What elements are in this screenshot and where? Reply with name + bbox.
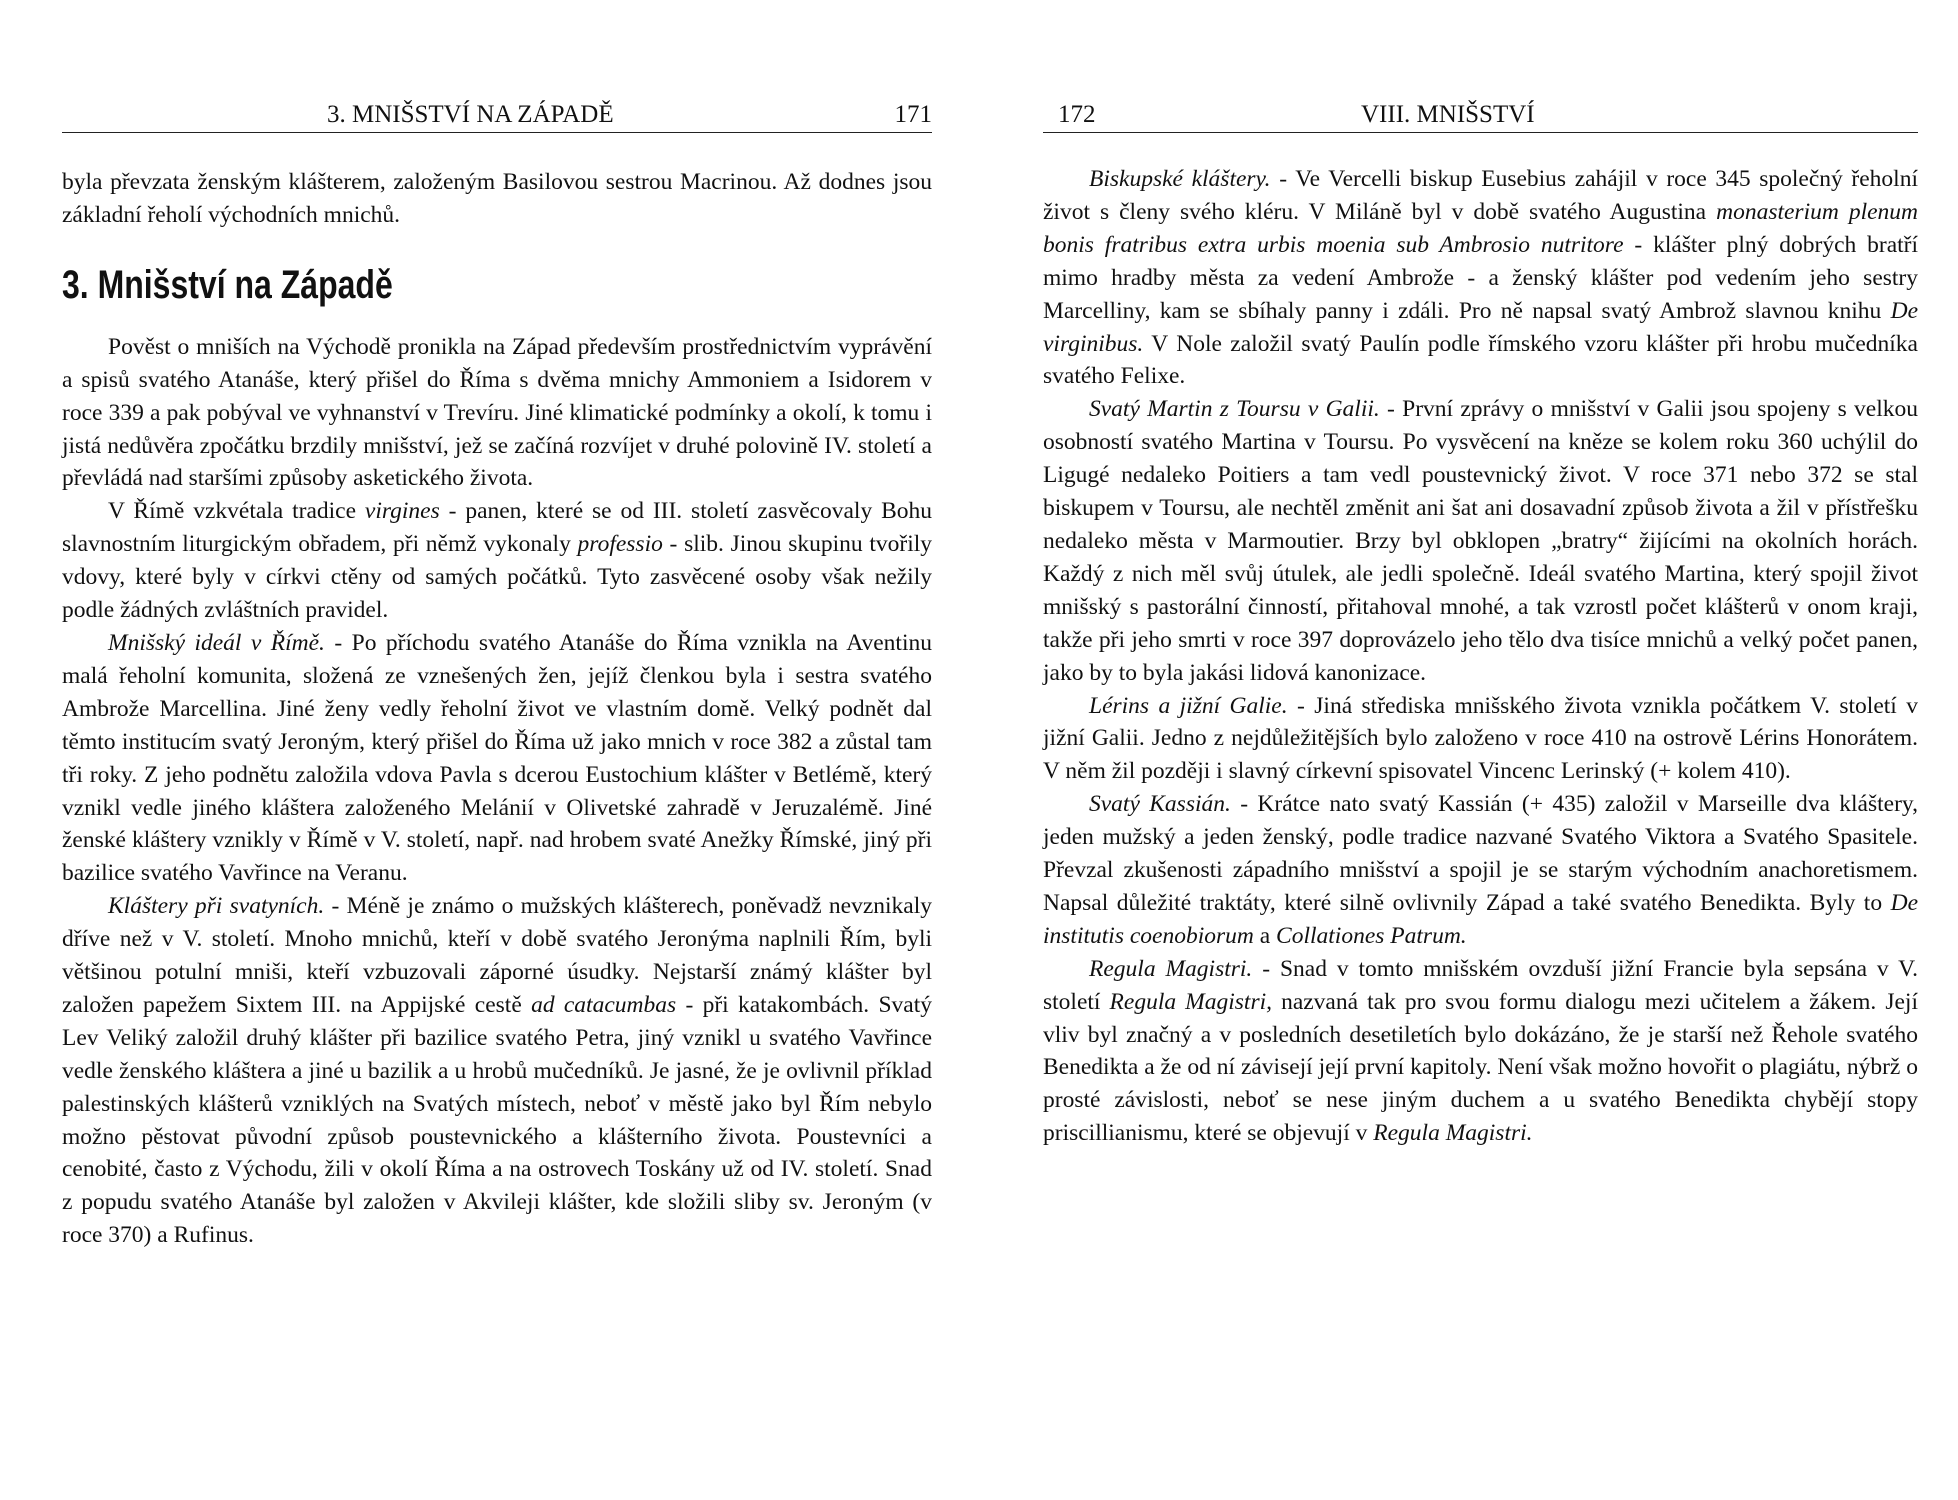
text-run: - klášter plný dobrých bratří mimo hradby města za vedení Ambrože - a ženský klášter pod vedením jeho sestry Marcelliny, kam se sbíhaly panny i zdáli. Pro ně napsal svatý Ambrož slavnou knihu — [1043, 231, 1919, 324]
page-number: 172 — [1058, 101, 1096, 128]
text-run: V Římě vzkvétala tradice — [108, 498, 365, 525]
text-run: - Méně je známo o mužských klášterech, poněvadž nevznikaly dříve než v V. století. Mnoho mnichů, kteří v době svatého Jeronýma naplnili Řím, byli většinou potulní mniši, kteří vzbuzovali záporné úsudky. Nejstarší známý klášter byl založen papežem Sixtem III. na Appijské cestě — [62, 893, 933, 1018]
text-run: - Ve Vercelli biskup Eusebius zahájil v roce 345 společný řeholní život s členy svého kléru. V Miláně byl v době svatého Augustina — [1043, 166, 1918, 225]
paragraph: Pověst o mniších na Východě pronikla na Západ především prostřednictvím vyprávění a spisů svatého Atanáše, který přišel do Říma s dvěma mnichy Ammoniem a Isidorem v roce 339 a pak pobýval ve vyhnanství v Trevíru. Jiné klimatické podmínky a okolí, k tomu i jistá nedůvěra zpočátku brzdily mnišství, jež se začíná rozvíjet v druhé polovině IV. století a převládá nad staršími způsoby asketického života. — [62, 333, 932, 492]
text-run: - Krátce nato svatý Kassián (+ 435) založil v Marseille dva kláštery, jeden mužský a jeden ženský, podle tradice nazvané Svatého Viktora a Svatého Spasitele. Převzal zkušenosti západního mnišství a spojil je se starým východním anachoretismem. Napsal důležité traktáty, které silně ovlivnily Západ a také svatého Benedikta. Byly to — [1043, 791, 1918, 916]
section-heading: 3. Mnišství na Západě — [62, 262, 393, 307]
page-body — [62, 166, 932, 1252]
running-header — [62, 98, 932, 133]
italic-term: professio — [577, 531, 663, 558]
subsection-title: Lérins a jižní Galie. — [1089, 692, 1288, 719]
subsection-title: Svatý Kassián. — [1089, 791, 1231, 818]
paragraph — [62, 890, 932, 1252]
text-run: nazvaná tak pro svou formu dialogu mezi učitelem a žákem. Její vliv byl značný a v posledních desetiletích bylo dokázáno, že je starší než Řehole svatého Benedikta a že od ní závisejí její první kapitoly. Není však možno hovořit o plagiátu, nýbrž o prosté závislosti, neboť se nese jiným duchem a u svatého Benedikta chybějí stopy priscillianismu, které se objevují v — [1043, 988, 1918, 1147]
italic-term: De institutis coenobiorum — [1043, 889, 1918, 949]
italic-term: Collationes Patrum. — [1276, 922, 1467, 949]
subsection-title: Svatý Martin z Toursu v Galii. — [1089, 396, 1380, 423]
text-run: V Nole založil svatý Paulín podle římského vzoru klášter při hrobu mučedníka svatého Felixe. — [1043, 330, 1918, 390]
paragraph — [1043, 953, 1918, 1150]
paragraph — [1043, 690, 1918, 789]
paragraph — [62, 627, 932, 890]
paragraph: byla převzata ženským klášterem, založeným Basilovou sestrou Macrinou. Až dodnes jsou základní řeholí východních mnichů. — [62, 169, 932, 228]
subsection-title: Biskupské kláštery. — [1089, 166, 1271, 192]
italic-term: virgines — [364, 498, 440, 525]
page-number: 171 — [894, 101, 932, 128]
running-header — [1043, 98, 1918, 133]
italic-term: Regula Magistri, — [1109, 988, 1272, 1015]
text-run: - při katakombách. Svatý Lev Veliký založil druhý klášter při bazilice svatého Petra, jiný vznikl u svatého Vavřince vedle ženského kláštera a jiné u bazilik a u hrobů mučedníků. Je jasné, že je ovlivnil příklad palestinských klášterů vzniklých na Svatých místech, neboť v městě jako byl Řím nebylo možno pěstovat původní způsob poustevnického a klášterního života. Poustevníci a cenobité, často z Východu, žili v okolí Říma a na ostrovech Toskány už od IV. století. Snad z popudu svatého Atanáše byl založen v Akvileji klášter, kde složili sliby sv. Jeroným (v roce 370) a Rufinus. — [62, 991, 932, 1249]
text-run: - Snad v tomto mnišském ovzduší jižní Francie byla sepsána v V. století — [1043, 955, 1918, 1015]
text-run: a — [1253, 922, 1277, 949]
paragraph — [1043, 393, 1918, 689]
subsection-title: Mnišský ideál v Římě. — [108, 629, 325, 656]
text-run: - Jiná střediska mnišského života vznikla počátkem V. století v jižní Galii. Jedno z nejdůležitějších bylo založeno v roce 410 na ostrově Lérins Honorátem. V něm žil později i slavný církevní spisovatel Vincenc Lerinský (+ kolem 410). — [1043, 692, 1918, 785]
text-run: - panen, které se od III. století zasvěcovaly Bohu slavnostním liturgickým obřadem, při němž vykonaly — [62, 498, 932, 558]
page-body — [1043, 163, 1918, 1150]
italic-term: Regula Magistri. — [1373, 1120, 1533, 1147]
text-run: - První zprávy o mnišství v Galii jsou spojeny s velkou osobností svatého Martina v Toursu. Po vysvěcení na kněze se kolem roku 360 uchýlil do Ligugé nedaleko Poitiers a tam vedl poustevnický život. V roce 371 nebo 372 se stal biskupem v Toursu, ale nechtěl změnit ani šat ani dosavadní způsob života a žil v přístřešku nedaleko města v Marmoutier. Brzy byl obklopen „bratry“ žijícími na okolních horách. Každý z nich měl svůj útulek, ale jedli společně. Ideál svatého Martina, který spojil život mnišský s pastorální činností, přitahoval mnohé, a tak vzrostl počet klášterů v onom kraji, takže při jeho smrti v roce 397 doprovázelo jeho tělo dva tisíce mnichů a velký počet panen, jako by to byla jakási lidová kanonizace. — [1043, 396, 1918, 686]
text-run: - slib. Jinou skupinu tvořily vdovy, které byly v církvi ctěny od samých počátků. Tyto zasvěcené osoby však nežily podle žádných zvláštních pravidel. — [62, 531, 933, 624]
italic-term: monasterium plenum bonis fratribus extra urbis moenia sub Ambrosio nutritore — [1043, 198, 1918, 258]
header-chapter-title: VIII. MNIŠSTVÍ — [1361, 101, 1535, 128]
subsection-title: Regula Magistri. — [1089, 955, 1253, 982]
paragraph — [1043, 788, 1918, 953]
italic-term: ad catacumbas — [531, 991, 677, 1018]
italic-term: De virginibus. — [1043, 297, 1918, 357]
paragraph — [1043, 163, 1918, 393]
subsection-title: Kláštery při svatyních. — [108, 893, 325, 920]
text-run: - Po příchodu svatého Atanáše do Říma vznikla na Aventinu malá řeholní komunita, složená ze vznešených žen, jejíž členkou byla i sestra svatého Ambrože Marcellina. Jiné ženy vedly řeholní život ve vlastním domě. Velký podnět dal těmto institucím svatý Jeroným, který přišel do Říma už jako mnich v roce 382 a zůstal tam tři roky. Z jeho podnětu založila vdova Pavla s dcerou Eustochium klášter v Betlémě, který vznikl vedle jiného kláštera založeného Melánií v Olivetské zahradě v Jeruzalémě. Jiné ženské kláštery vznikly v Římě v V. století, např. nad hrobem svaté Anežky Římské, jiný při bazilice svatého Vavřince na Veranu. — [62, 629, 932, 887]
paragraph — [62, 495, 932, 627]
header-chapter-title: 3. MNIŠSTVÍ NA ZÁPADĚ — [327, 101, 614, 128]
